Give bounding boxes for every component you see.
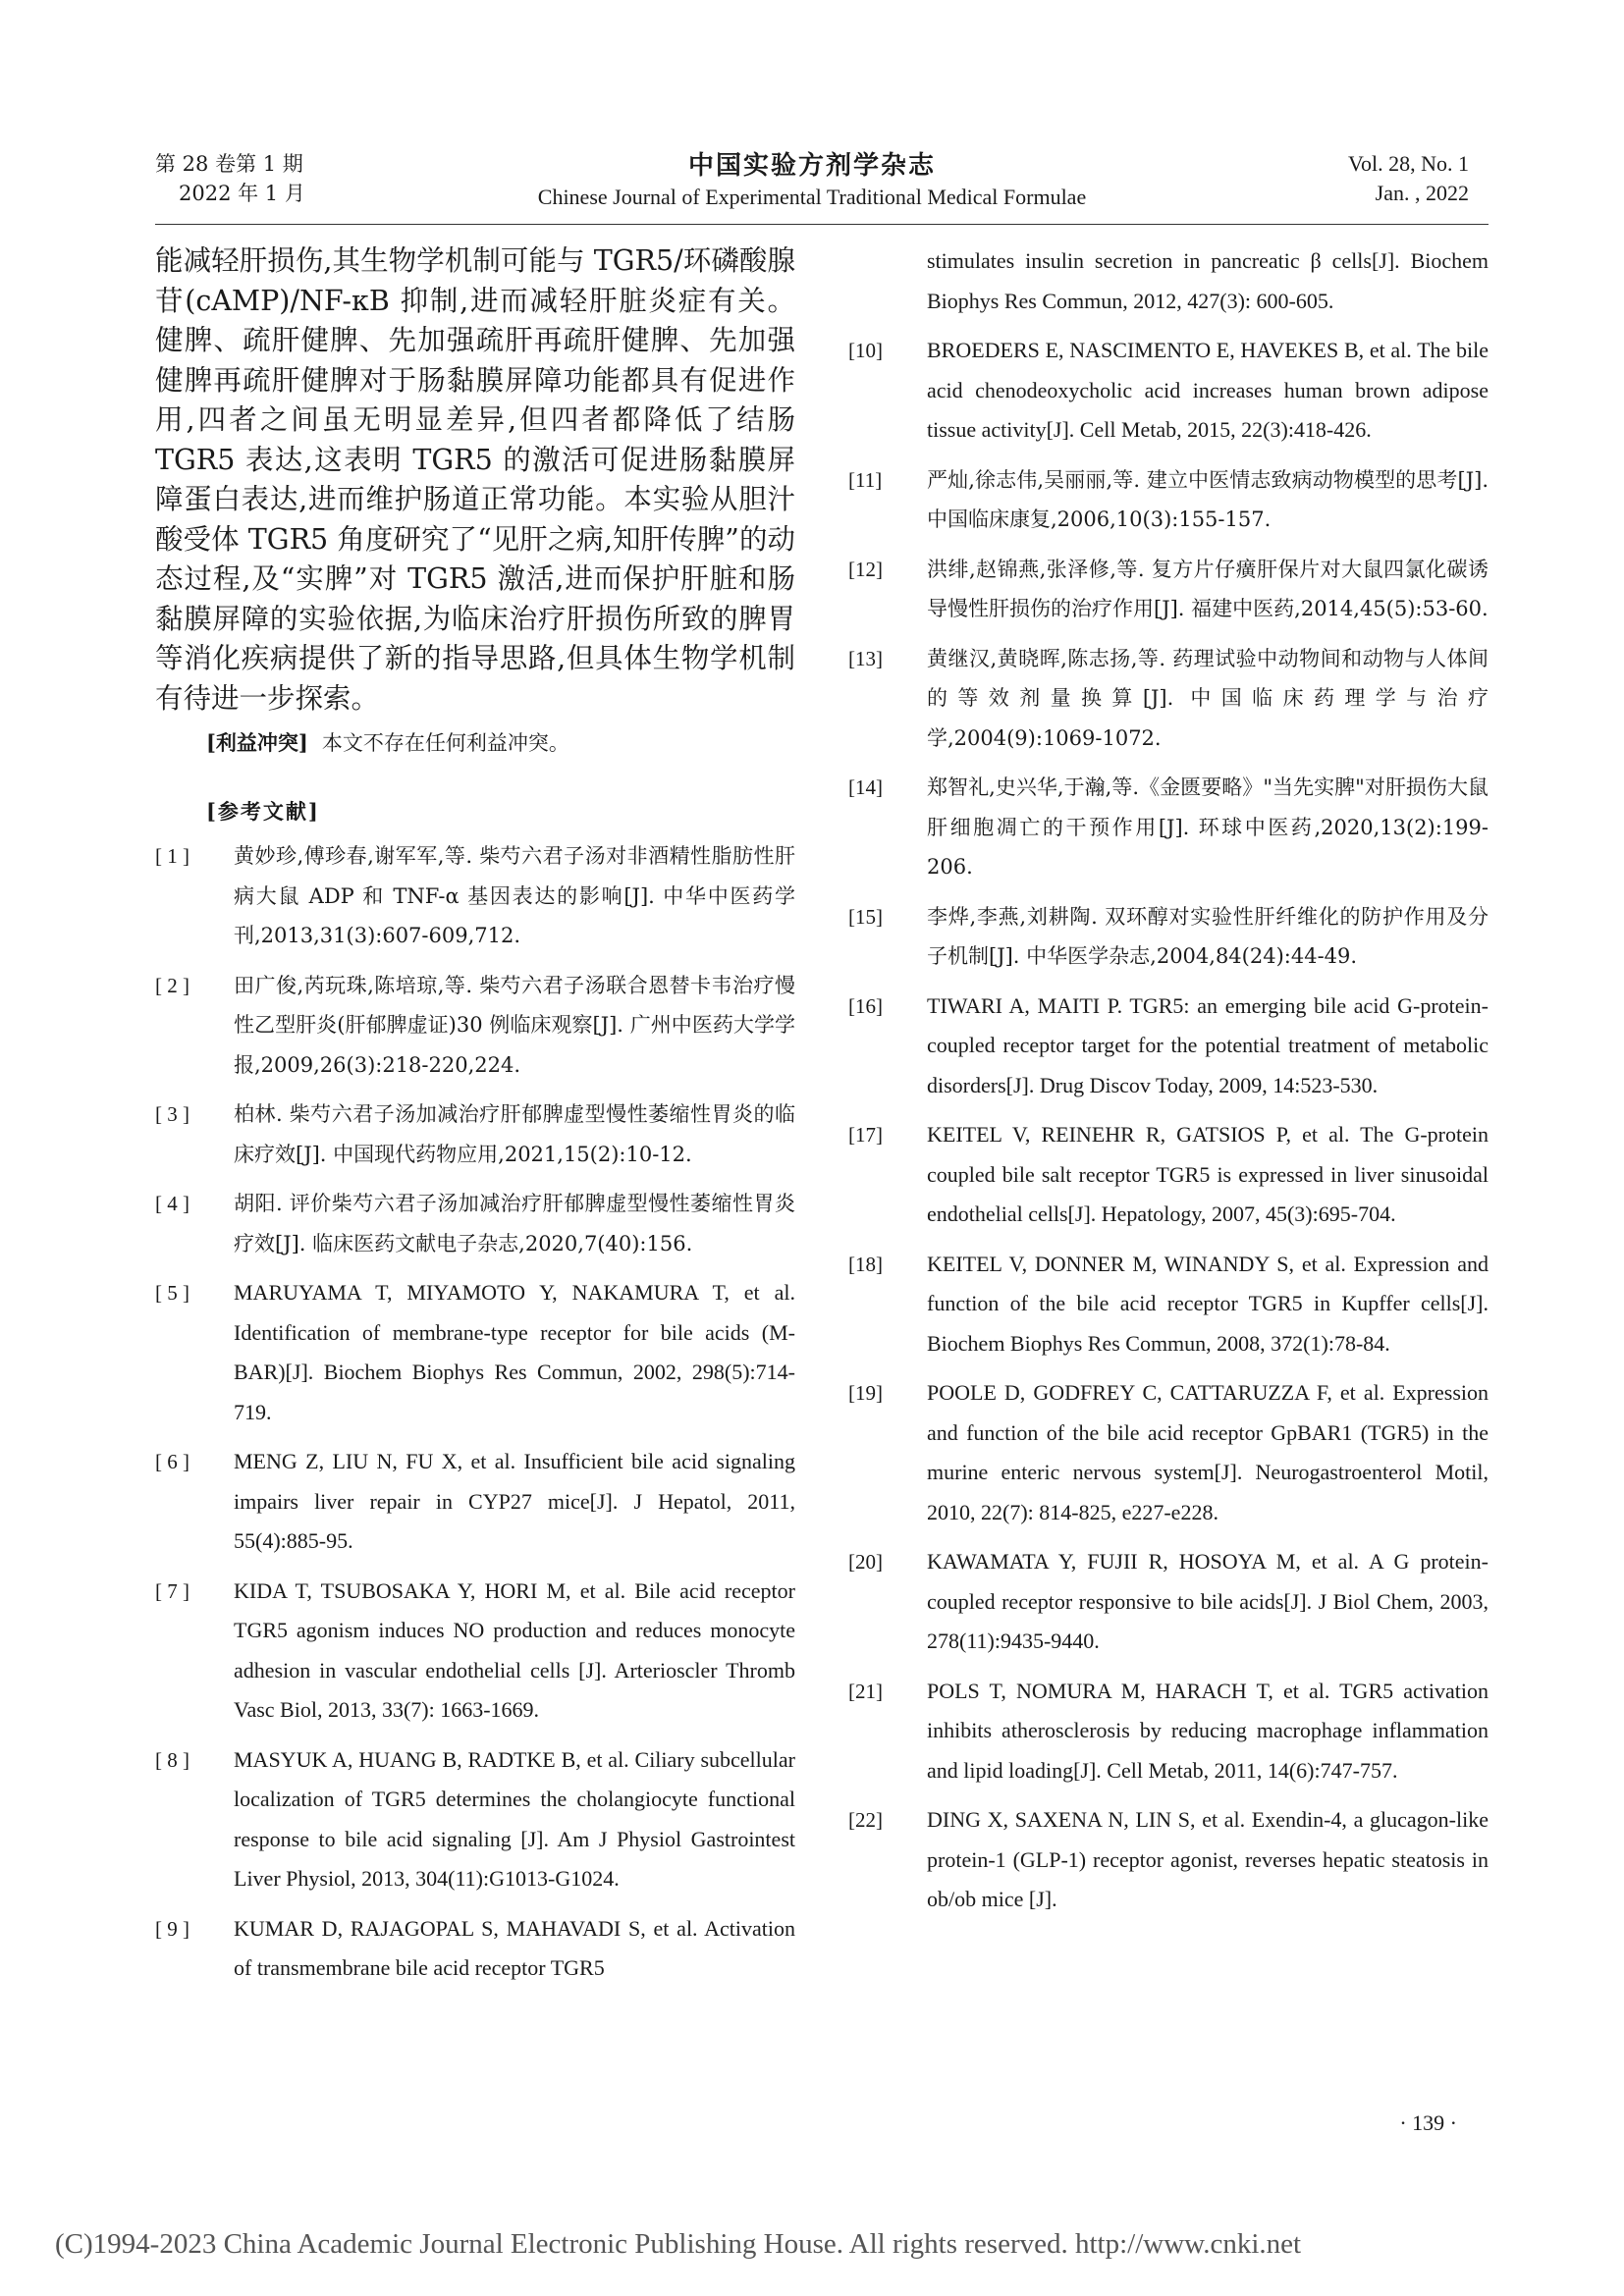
- reference-item: [848, 460, 1489, 540]
- reference-number: [16]: [848, 993, 883, 1018]
- reference-number: [14]: [848, 775, 883, 799]
- copyright-footer: (C)1994-2023 China Academic Journal Electronic Publishing House. All rights reserved. http://www.cnki.net: [55, 2228, 1302, 2260]
- reference-number: [10]: [848, 339, 883, 362]
- reference-item: [848, 1115, 1489, 1235]
- reference-item: [848, 1800, 1489, 1920]
- volume-en: Vol. 28, No. 1: [1347, 151, 1469, 176]
- reference-text: 柏林. 柴芍六君子汤加减治疗肝郁脾虚型慢性萎缩性胃炎的临床疗效[J]. 中国现代药物应用,2021,15(2):10-12.: [234, 1102, 795, 1166]
- reference-text: TIWARI A, MAITI P. TGR5: an emerging bile acid G-protein-coupled receptor target for the potential treatment of metabolic disorders[J]. Drug Discov Today, 2009, 14:523-530.: [927, 992, 1489, 1097]
- reference-item: [848, 639, 1489, 759]
- reference-number: [ 5 ]: [155, 1281, 189, 1305]
- reference-text: 严灿,徐志伟,吴丽丽,等. 建立中医情志致病动物模型的思考[J]. 中国临床康复,2006,10(3):155-157.: [927, 467, 1489, 531]
- header-volume-en: [1348, 149, 1469, 208]
- reference-number: [17]: [848, 1123, 883, 1147]
- left-column: [155, 241, 795, 1999]
- body-paragraph: 能减轻肝损伤,其生物学机制可能与 TGR5/环磷酸腺苷(cAMP)/NF-κB 抑制,进而减轻肝脏炎症有关。健脾、疏肝健脾、先加强疏肝再疏肝健脾、先加强健脾再疏肝健脾对于肠黏膜屏障功能都具有促进作用,四者之间虽无明显差异,但四者都降低了结肠 TGR5 表达,这表明 TGR5 的激活可促进肠黏膜屏障蛋白表达,进而维护肠道正常功能。本实验从胆汁酸受体 TGR5 角度研究了“见肝之病,知肝传脾”的动态过程,及“实脾”对 TGR5 激活,进而保护肝脏和肠黏膜屏障的实验依据,为临床治疗肝损伤所致的脾胃等消化疾病提供了新的指导思路,但具体生物学机制有待进一步探索。: [155, 244, 795, 715]
- date-en: Jan. , 2022: [1375, 181, 1469, 205]
- reference-text: POOLE D, GODFREY C, CATTARUZZA F, et al. Expression and function of the bile acid receptor GpBAR1 (TGR5) in the murine enteric nervous system[J]. Neurogastroenterol Motil, 2010, 22(7): 814-825, e227-e228.: [927, 1380, 1489, 1524]
- reference-number: [13]: [848, 646, 883, 670]
- volume-cn: 第 28 卷第 1 期: [155, 152, 303, 176]
- reference-number: [ 8 ]: [155, 1747, 189, 1772]
- conflict-label: [利益冲突]: [206, 730, 308, 755]
- reference-number: [22]: [848, 1808, 883, 1832]
- reference-item: [848, 1542, 1489, 1662]
- references-heading: [参考文献]: [206, 799, 320, 824]
- reference-number: [ 7 ]: [155, 1578, 189, 1603]
- reference-text: KAWAMATA Y, FUJII R, HOSOYA M, et al. A G protein-coupled receptor responsive to bile acids[J]. J Biol Chem, 2003, 278(11):9435-9440.: [927, 1549, 1489, 1653]
- reference-item: [848, 768, 1489, 887]
- reference-item: [155, 1909, 795, 1989]
- reference-item: [155, 1442, 795, 1562]
- reference-item: [848, 1373, 1489, 1532]
- reference-number: [19]: [848, 1381, 883, 1405]
- journal-title-en: Chinese Journal of Experimental Traditional Medical Formulae: [537, 185, 1087, 209]
- reference-number: [15]: [848, 904, 883, 929]
- header-rule: [155, 224, 1489, 225]
- conflict-text: 本文不存在任何利益冲突。: [321, 731, 569, 755]
- reference-text: MASYUK A, HUANG B, RADTKE B, et al. Ciliary subcellular localization of TGR5 determines the cholangiocyte functional response to bile acid signaling [J]. Am J Physiol Gastrointest Liver Physiol, 2013, 304(11):G1013-G1024.: [234, 1746, 795, 1891]
- reference-number: [ 6 ]: [155, 1450, 189, 1473]
- reference-number: [ 1 ]: [155, 844, 189, 868]
- reference-item: [848, 897, 1489, 977]
- reference-item: [155, 836, 795, 956]
- reference-number: [ 3 ]: [155, 1102, 189, 1126]
- reference-text: MARUYAMA T, MIYAMOTO Y, NAKAMURA T, et al. Identification of membrane-type receptor for bile acids (M-BAR)[J]. Biochem Biophys Res Commun, 2002, 298(5):714-719.: [234, 1280, 795, 1424]
- reference-list-left: [155, 836, 795, 1989]
- reference-number: [ 2 ]: [155, 973, 189, 997]
- reference-item: [848, 1245, 1489, 1364]
- reference-list-right: [848, 331, 1489, 1920]
- right-column: [848, 241, 1489, 1930]
- reference-text: 胡阳. 评价柴芍六君子汤加减治疗肝郁脾虚型慢性萎缩性胃炎疗效[J]. 临床医药文献电子杂志,2020,7(40):156.: [234, 1192, 795, 1255]
- conflict-note: [155, 728, 795, 758]
- reference-text: KEITEL V, REINEHR R, GATSIOS P, et al. The G-protein coupled bile salt receptor TGR5 is expressed in liver sinusoidal endothelial cells[J]. Hepatology, 2007, 45(3):695-704.: [927, 1122, 1489, 1226]
- reference-text: 洪绯,赵锦燕,张泽修,等. 复方片仔癀肝保片对大鼠四氯化碳诱导慢性肝损伤的治疗作用[J]. 福建中医药,2014,45(5):53-60.: [927, 557, 1489, 620]
- reference-item: [155, 1273, 795, 1432]
- reference-number: [21]: [848, 1679, 883, 1703]
- reference-item: [848, 987, 1489, 1106]
- reference-number: [12]: [848, 557, 883, 581]
- reference-text: POLS T, NOMURA M, HARACH T, et al. TGR5 activation inhibits atherosclerosis by reducing macrophage inflammation and lipid loading[J]. Cell Metab, 2011, 14(6):747-757.: [927, 1678, 1489, 1783]
- reference-text: BROEDERS E, NASCIMENTO E, HAVEKES B, et al. The bile acid chenodeoxycholic acid increases human brown adipose tissue activity[J]. Cell Metab, 2015, 22(3):418-426.: [927, 338, 1489, 442]
- reference-text: DING X, SAXENA N, LIN S, et al. Exendin-4, a glucagon-like protein-1 (GLP-1) receptor agonist, reverses hepatic steatosis in ob/ob mice [J].: [927, 1807, 1489, 1911]
- page-number: · 139 ·: [1399, 2110, 1457, 2135]
- reference-text: 李烨,李燕,刘耕陶. 双环醇对实验性肝纤维化的防护作用及分子机制[J]. 中华医学杂志,2004,84(24):44-49.: [927, 904, 1489, 968]
- reference-item: [155, 1740, 795, 1899]
- reference-number: [20]: [848, 1550, 883, 1574]
- ref-9-continuation: stimulates insulin secretion in pancreatic β cells[J]. Biochem Biophys Res Commun, 2012, 427(3): 600-605.: [927, 248, 1489, 313]
- reference-text: KIDA T, TSUBOSAKA Y, HORI M, et al. Bile acid receptor TGR5 agonism induces NO production and reduces monocyte adhesion in vascular endothelial cells [J]. Arterioscler Thromb Vasc Biol, 2013, 33(7): 1663-1669.: [234, 1577, 795, 1722]
- reference-text: MENG Z, LIU N, FU X, et al. Insufficient bile acid signaling impairs liver repair in CYP27 mice[J]. J Hepatol, 2011, 55(4):885-95.: [234, 1449, 795, 1553]
- reference-item: [848, 1672, 1489, 1791]
- journal-title-cn: 中国实验方剂学杂志: [687, 151, 936, 181]
- reference-text: 黄继汉,黄晓晖,陈志扬,等. 药理试验中动物间和动物与人体间的等效剂量换算[J]. 中国临床药理学与治疗学,2004(9):1069-1072.: [927, 646, 1489, 750]
- reference-text: 黄妙珍,傅珍春,谢军军,等. 柴芍六君子汤对非酒精性脂肪性肝病大鼠 ADP 和 TNF-α 基因表达的影响[J]. 中华中医药学刊,2013,31(3):607-609,712.: [234, 844, 795, 947]
- reference-item: [155, 1095, 795, 1174]
- reference-number: [18]: [848, 1252, 883, 1276]
- reference-item: [155, 966, 795, 1086]
- reference-number: [11]: [848, 467, 883, 492]
- reference-item: [155, 1184, 795, 1263]
- reference-item: [848, 331, 1489, 451]
- reference-item: [155, 1572, 795, 1731]
- date-cn: 2022 年 1 月: [179, 182, 305, 205]
- reference-text: 郑智礼,史兴华,于瀚,等.《金匮要略》"当先实脾"对肝损伤大鼠肝细胞凋亡的干预作用[J]. 环球中医药,2020,13(2):199-206.: [927, 775, 1489, 879]
- reference-text: KUMAR D, RAJAGOPAL S, MAHAVADI S, et al. Activation of transmembrane bile acid receptor TGR5: [234, 1915, 795, 1980]
- reference-number: [ 9 ]: [155, 1916, 189, 1941]
- reference-number: [ 4 ]: [155, 1192, 189, 1215]
- reference-text: KEITEL V, DONNER M, WINANDY S, et al. Expression and function of the bile acid receptor TGR5 in Kupffer cells[J]. Biochem Biophys Res Commun, 2008, 372(1):78-84.: [927, 1251, 1489, 1356]
- reference-text: 田广俊,芮玩珠,陈培琼,等. 柴芍六君子汤联合恩替卡韦治疗慢性乙型肝炎(肝郁脾虚证)30 例临床观察[J]. 广州中医药大学学报,2009,26(3):218-220,224.: [234, 973, 795, 1077]
- reference-item: [848, 550, 1489, 629]
